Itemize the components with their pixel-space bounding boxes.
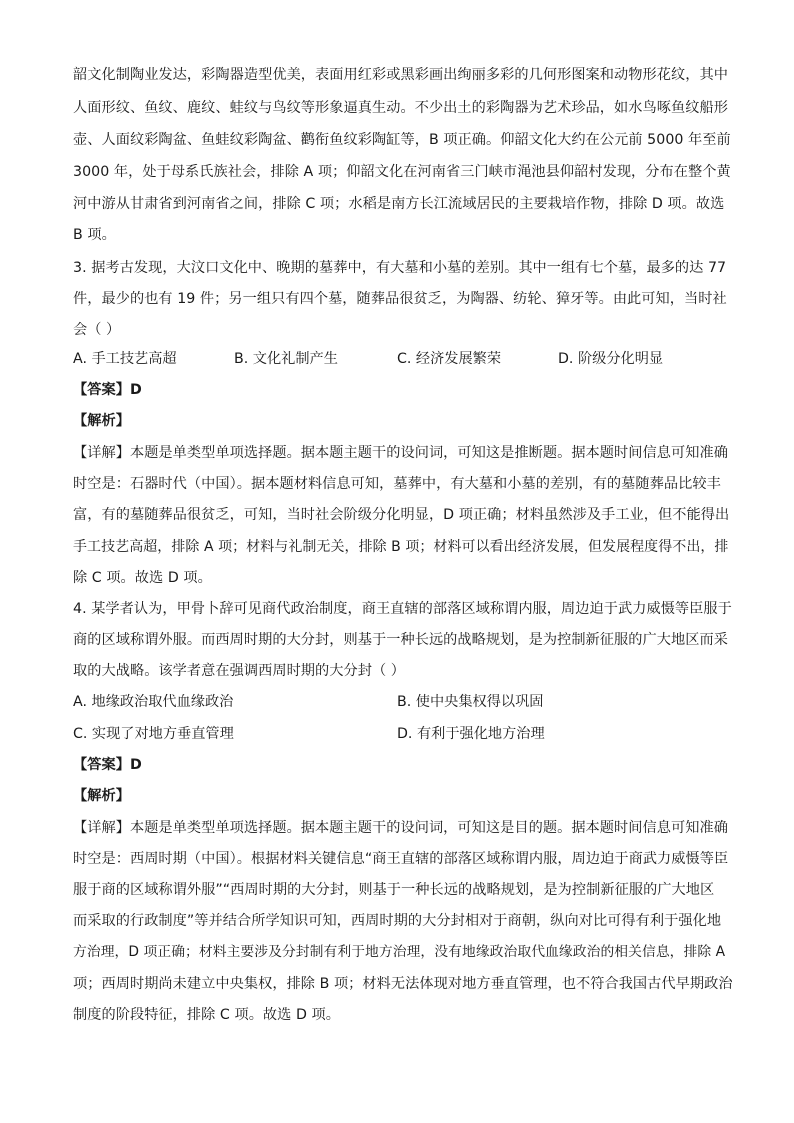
question-4-stem: 商的区域称谓外服。而西周时期的大分封，则基于一种长远的战略规划，是为控制新征服的广大地区而采 bbox=[73, 632, 728, 648]
question-3-stem: 会（ ） bbox=[73, 322, 121, 338]
paragraph-line: 人面形纹、鱼纹、鹿纹、蛙纹与鸟纹等形象逼真生动。不少出土的彩陶器为艺术珍品，如水鸟啄鱼纹船形 bbox=[73, 100, 728, 116]
question-3-stem: 件，最少的也有 19 件；另一组只有四个墓，随葬品很贫乏，为陶器、纺轮、獐牙等。由此可知，当时社 bbox=[73, 291, 727, 307]
question-4-detail: 制度的阶段特征，排除 C 项。故选 D 项。 bbox=[73, 1007, 340, 1023]
question-4-answer: 【答案】D bbox=[73, 757, 142, 773]
question-3-stem: 3. 据考古发现，大汶口文化中、晚期的墓葬中，有大墓和小墓的差别。其中一组有七个墓，最多的达 77 bbox=[73, 260, 727, 276]
question-3-detail: 【详解】本题是单类型单项选择题。据本题主题干的设问词，可知这是推断题。据本题时间信息可知准确 bbox=[73, 445, 728, 461]
question-3-detail: 富，有的墓随葬品很贫乏，可知，当时社会阶级分化明显，D 项正确；材料虽然涉及手工业，但不能得出 bbox=[73, 507, 730, 523]
question-4-detail: 【详解】本题是单类型单项选择题。据本题主题干的设问词，可知这是目的题。据本题时间信息可知准确 bbox=[73, 820, 728, 836]
question-3-option-a: A. 手工技艺高超 bbox=[73, 351, 177, 367]
question-4-detail: 服于商的区域称谓外服”“西周时期的大分封，则基于一种长远的战略规划，是为控制新征服的广大地区 bbox=[73, 882, 715, 898]
question-4-stem: 取的大战略。该学者意在强调西周时期的大分封（ ） bbox=[73, 663, 406, 679]
question-4-option-d: D. 有利于强化地方治理 bbox=[397, 726, 545, 742]
question-4-detail: 方治理，D 项正确；材料主要涉及分封制有利于地方治理，没有地缘政治取代血缘政治的相关信息，排除 A bbox=[73, 944, 726, 960]
paragraph-line: 韶文化制陶业发达，彩陶器造型优美，表面用红彩或黑彩画出绚丽多彩的几何形图案和动物形花纹，其中 bbox=[73, 67, 728, 83]
question-3-option-c: C. 经济发展繁荣 bbox=[397, 351, 502, 367]
question-3-answer: 【答案】D bbox=[73, 382, 142, 398]
paragraph-line: 河中游从甘肃省到河南省之间，排除 C 项；水稻是南方长江流域居民的主要栽培作物，排除 D 项。故选 bbox=[73, 196, 725, 212]
question-4-detail: 而采取的行政制度”等并结合所学知识可知，西周时期的大分封相对于商朝，纵向对比可得有利于强化地 bbox=[73, 913, 722, 929]
question-4-detail: 时空是：西周时期（中国）。根据材料关键信息“商王直辖的部落区域称谓内服，周边迫于商武力威慑等臣 bbox=[73, 851, 729, 867]
question-4-option-c: C. 实现了对地方垂直管理 bbox=[73, 726, 234, 742]
question-3-option-d: D. 阶级分化明显 bbox=[558, 351, 664, 367]
question-4-option-b: B. 使中央集权得以巩固 bbox=[397, 694, 544, 710]
question-3-detail: 除 C 项。故选 D 项。 bbox=[73, 570, 212, 586]
question-3-detail: 手工技艺高超，排除 A 项；材料与礼制无关，排除 B 项；材料可以看出经济发展，但发展程度得不出，排 bbox=[73, 539, 729, 555]
question-4-option-a: A. 地缘政治取代血缘政治 bbox=[73, 694, 234, 710]
question-4-stem: 4. 某学者认为，甲骨卜辞可见商代政治制度，商王直辖的部落区域称谓内服，周边迫于武力威慑等臣服于 bbox=[73, 601, 732, 617]
paragraph-line: B 项。 bbox=[73, 227, 116, 243]
question-3-detail: 时空是：石器时代（中国）。据本题材料信息可知，墓葬中，有大墓和小墓的差别，有的墓随葬品比较丰 bbox=[73, 476, 721, 492]
paragraph-line: 3000 年，处于母系氏族社会，排除 A 项；仰韶文化在河南省三门峡市渑池县仰韶村发现，分布在整个黄 bbox=[73, 164, 731, 180]
paragraph-line: 壶、人面纹彩陶盆、鱼蛙纹彩陶盆、鹳衔鱼纹彩陶缸等，B 项正确。仰韶文化大约在公元前 5000 年至前 bbox=[73, 132, 731, 148]
question-3-analysis-label: 【解析】 bbox=[73, 413, 130, 429]
question-3-option-b: B. 文化礼制产生 bbox=[234, 351, 338, 367]
question-4-detail: 项；西周时期尚未建立中央集权，排除 B 项；材料无法体现对地方垂直管理，也不符合我国古代早期政治 bbox=[73, 976, 733, 992]
question-4-analysis-label: 【解析】 bbox=[73, 788, 130, 804]
